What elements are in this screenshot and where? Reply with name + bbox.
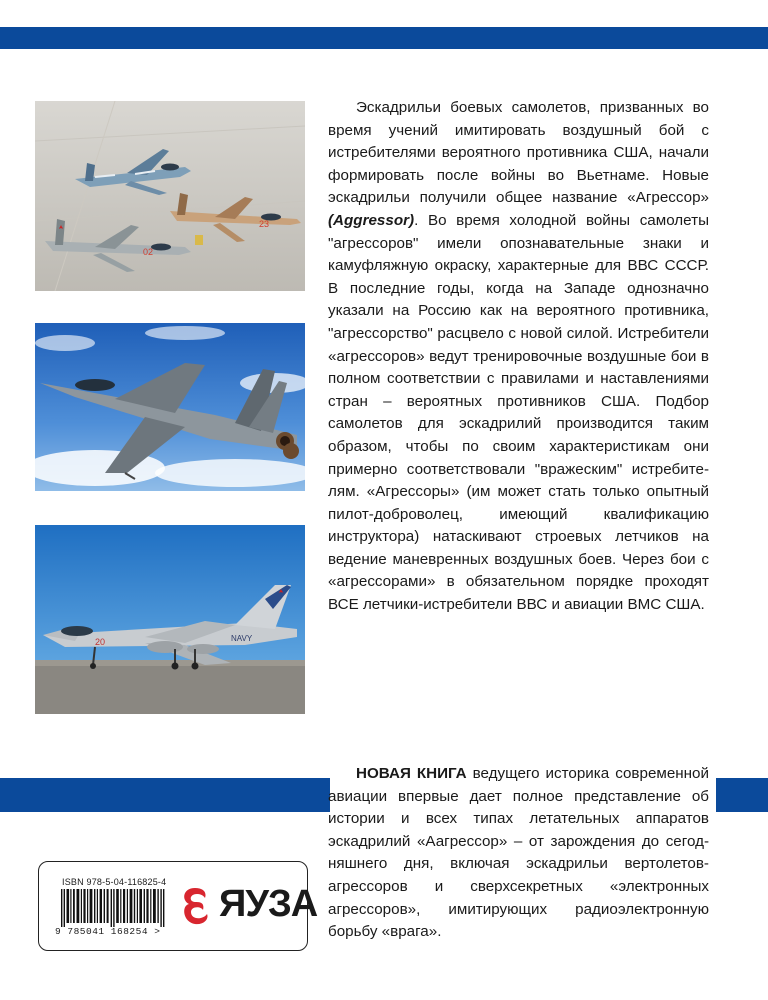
description-part-2: . Во время холодной войны самолеты "агрессоров" имели опознавательные знаки и камуфляжную окраску, характерные для ВВС СССР. В последние годы, когда на Западе однозначно указали на Россию как на вероятного противника, "агрессорство" расцвело с новой силой. Истребители «агрессоров» ведут тренировочные воздушные бои в полном соответствии с правилами и наставлениями стран – вероятных противников США. Подбор самолетов для эскадрилий производится таким образом, чтобы по своим характеристикам они примерно соответствовали "вражеским" истребителям. «Агрессоры» (им может стать только опытный пилот-доброволец, имеющий квалификацию инструктора) натаскивают строевых летчиков на ведение маневренных воздушных боев. Через бои с «агрессорами» в обязательном порядке проходят ВСЕ летчики-истребители ВВС и авиации ВМС США.: [328, 211, 709, 614]
photo3-navy-marking: NAVY: [231, 634, 253, 643]
middle-band-left: [0, 778, 330, 812]
cover-description-text: [328, 97, 709, 617]
isbn-label: ISBN 978-5-04-116825-4: [62, 877, 167, 887]
promo-headline: НОВАЯ КНИГА: [356, 765, 467, 782]
photo1-code-02: 02: [143, 247, 154, 257]
publisher-logo-yauza: ЯУЗА: [219, 883, 318, 925]
eksmo-swirl-icon: [177, 884, 213, 928]
top-color-band: [0, 27, 768, 49]
photo-fa18-in-flight: [35, 323, 305, 491]
photo1-code-23: 23: [259, 219, 270, 229]
photo-f5-aggressors: [35, 101, 305, 291]
promo-paragraph: [328, 763, 709, 944]
promo-text: [328, 763, 709, 944]
middle-band-right: [716, 778, 768, 812]
photo-navy-jet-on-tarmac: [35, 525, 305, 714]
description-part-1: Эскадрильи боевых самолетов, призванных во время учений имитировать воздушный бой с истребителями вероятного противника США, начали формировать после войны во Вьетнаме. Новые эскадрильи получили общее название «Агрессор»: [328, 99, 709, 207]
promo-body: ведущего историка современной авиации впервые дает полное представление об истории и всех типах летательных аппаратов эскадрилий «Аагрессор» – от зарождения до сегодняшнего дня, включая эскадрильи вертолетов-агрессоров и сверхсекретных «электронных агрессоров», имитирующих радиоэлектронную борьбу «врага».: [328, 765, 709, 941]
photo3-code-20: 20: [95, 637, 106, 647]
description-paragraph: [328, 97, 709, 617]
barcode-digits: 9 785041 168254 >: [55, 926, 161, 937]
description-aggressor-term: (Aggressor): [328, 211, 415, 229]
barcode-panel: [38, 861, 318, 951]
barcode-icon: [61, 889, 165, 927]
